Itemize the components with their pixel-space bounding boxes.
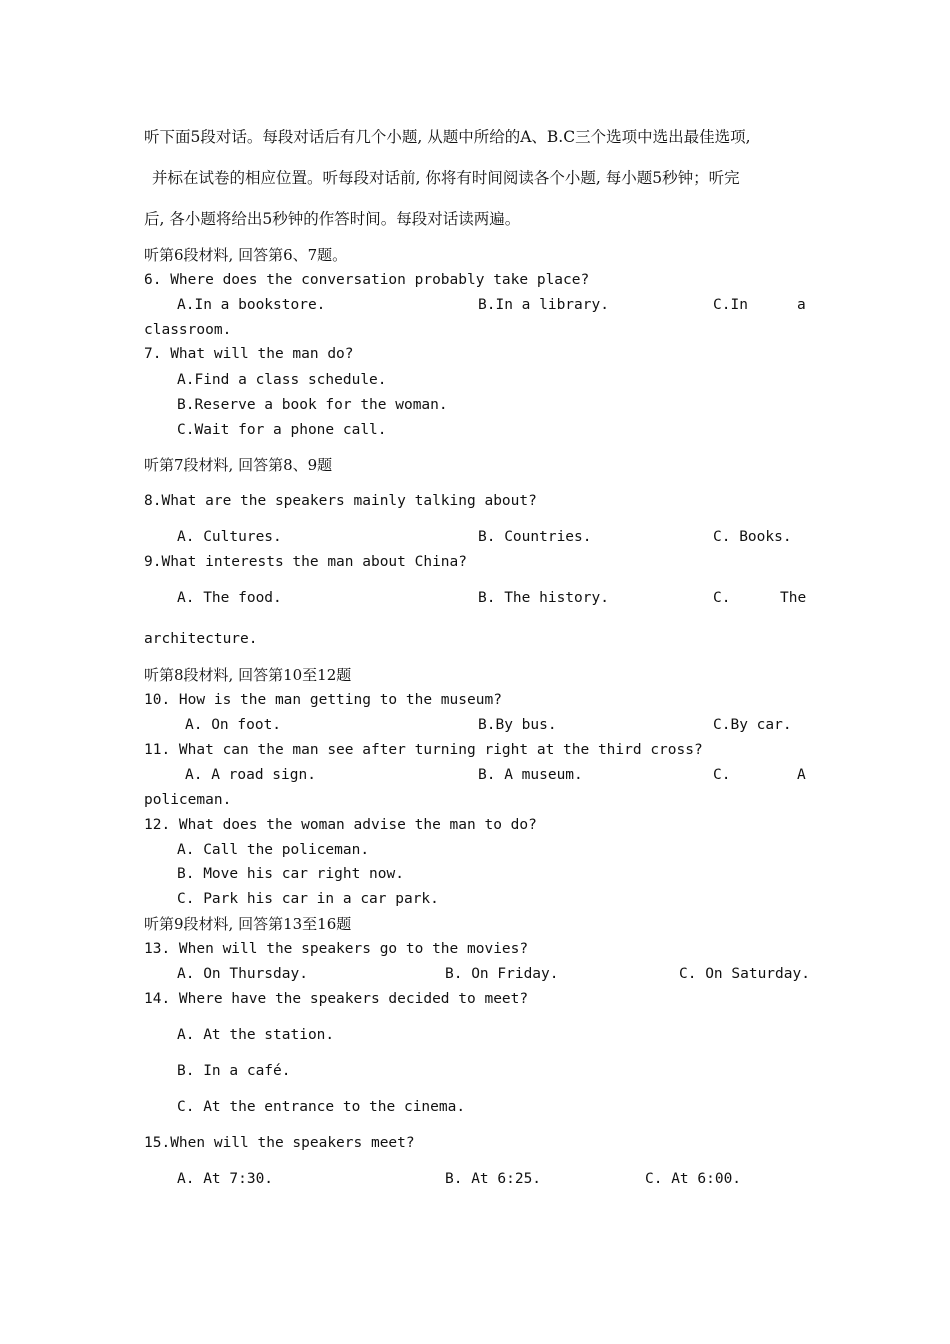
question-8-option-a: A. Cultures.: [177, 529, 282, 545]
question-12-stem: 12. What does the woman advise the man to do?: [144, 817, 537, 833]
question-9-option-a: A. The food.: [177, 590, 282, 606]
question-9-stem: 9.What interests the man about China?: [144, 554, 468, 570]
question-7-option-a: A.Find a class schedule.: [177, 372, 387, 388]
question-9-option-c-wrap: architecture.: [144, 631, 258, 647]
question-13-option-c: C. On Saturday.: [679, 966, 810, 982]
question-12-option-c: C. Park his car in a car park.: [177, 891, 439, 907]
section-heading-8: 听第8段材料, 回答第10至12题: [144, 666, 352, 684]
question-6-option-a: A.In a bookstore.: [177, 297, 326, 313]
question-12-option-a: A. Call the policeman.: [177, 842, 370, 858]
question-8-option-c: C. Books.: [713, 529, 792, 545]
question-6-option-c: C.In: [713, 297, 748, 313]
question-13-option-a: A. On Thursday.: [177, 966, 308, 982]
question-15-option-a: A. At 7:30.: [177, 1171, 274, 1187]
question-15-stem: 15.When will the speakers meet?: [144, 1135, 415, 1151]
question-14-stem: 14. Where have the speakers decided to meet?: [144, 991, 529, 1007]
intro-line-3: 后, 各小题将给出5秒钟的作答时间。每段对话读两遍。: [144, 210, 521, 228]
section-heading-6: 听第6段材料, 回答第6、7题。: [144, 246, 348, 264]
question-15-option-c: C. At 6:00.: [645, 1171, 742, 1187]
question-11-option-b: B. A museum.: [478, 767, 583, 783]
question-8-stem: 8.What are the speakers mainly talking about?: [144, 493, 537, 509]
question-7-option-c: C.Wait for a phone call.: [177, 422, 387, 438]
question-7-stem: 7. What will the man do?: [144, 346, 354, 362]
question-12-option-b: B. Move his car right now.: [177, 866, 404, 882]
question-10-stem: 10. How is the man getting to the museum?: [144, 692, 502, 708]
question-6-option-c-wrap: classroom.: [144, 322, 232, 338]
question-15-option-b: B. At 6:25.: [445, 1171, 542, 1187]
question-13-stem: 13. When will the speakers go to the movies?: [144, 941, 529, 957]
question-11-option-a: A. A road sign.: [185, 767, 316, 783]
question-11-option-c: C.: [713, 767, 731, 783]
section-heading-9: 听第9段材料, 回答第13至16题: [144, 915, 352, 933]
question-14-option-a: A. At the station.: [177, 1027, 335, 1043]
question-7-option-b: B.Reserve a book for the woman.: [177, 397, 448, 413]
question-6-option-b: B.In a library.: [478, 297, 609, 313]
intro-line-1: 听下面5段对话。每段对话后有几个小题, 从题中所给的A、B.C三个选项中选出最佳选项,: [144, 128, 751, 146]
question-10-option-c: C.By car.: [713, 717, 792, 733]
question-13-option-b: B. On Friday.: [445, 966, 559, 982]
section-heading-7: 听第7段材料, 回答第8、9题: [144, 456, 333, 474]
question-8-option-b: B. Countries.: [478, 529, 592, 545]
question-11-option-c-wrap: policeman.: [144, 792, 232, 808]
question-9-option-c-cont: The: [780, 590, 807, 606]
question-6-stem: 6. Where does the conversation probably take place?: [144, 272, 590, 288]
question-9-option-b: B. The history.: [478, 590, 609, 606]
question-11-stem: 11. What can the man see after turning right at the third cross?: [144, 742, 703, 758]
intro-line-2: 并标在试卷的相应位置。听每段对话前, 你将有时间阅读各个小题, 每小题5秒钟；听完: [152, 169, 740, 187]
question-10-option-a: A. On foot.: [185, 717, 282, 733]
question-14-option-c: C. At the entrance to the cinema.: [177, 1099, 466, 1115]
question-10-option-b: B.By bus.: [478, 717, 557, 733]
question-6-option-c-cont: a: [797, 297, 806, 313]
question-14-option-b: B. In a café.: [177, 1063, 291, 1079]
question-11-option-c-cont: A: [797, 767, 806, 783]
question-9-option-c: C.: [713, 590, 731, 606]
